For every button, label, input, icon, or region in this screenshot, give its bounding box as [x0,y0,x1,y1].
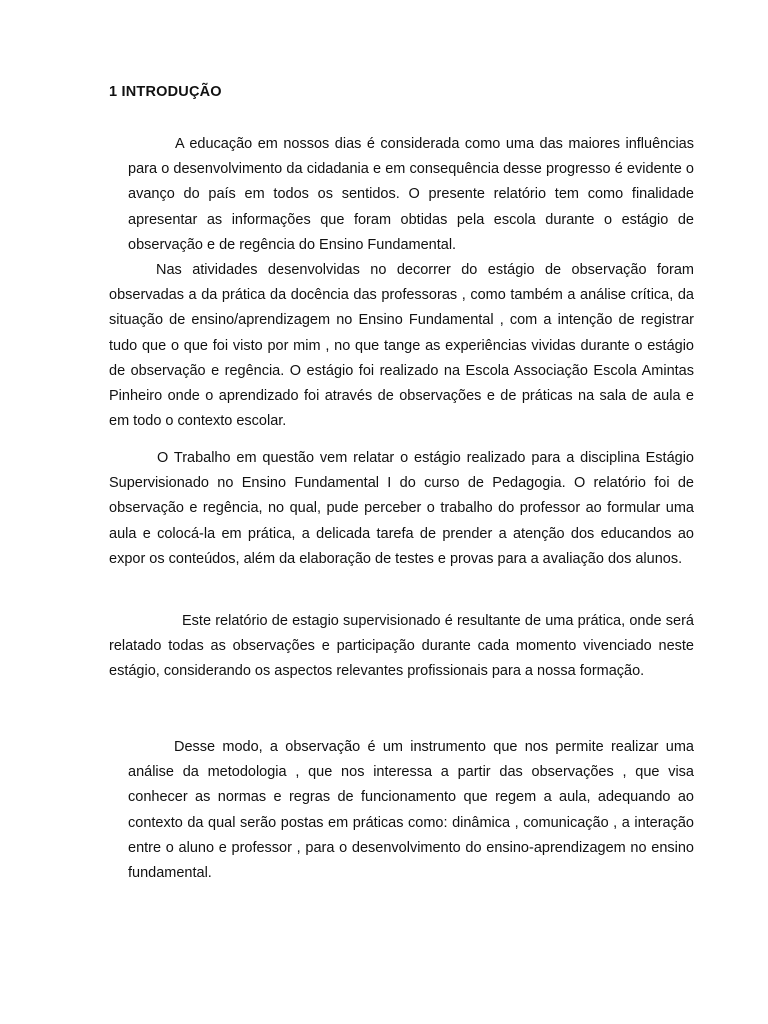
paragraph-activities: Nas atividades desenvolvidas no decorrer do estágio de observação foram observadas a da prática da docência das professoras , como também a análise crítica, da situação de ensino/aprendizagem no Ensino Fundamental , com a intenção de registrar tudo que o que foi visto por mim , no que tange as experiências vividas durante o estágio de observação e regência. O estágio foi realizado na Escola Associação Escola Amintas Pinheiro onde o aprendizado foi através de observações e de práticas na sala de aula e em todo o contexto escolar. [109,262,694,430]
paragraph-introduction: A educação em nossos dias é considerada como uma das maiores influências para o desenvolvimento da cidadania e em consequência desse progresso é evidente o avanço do país em todos os sentidos. O presente relatório tem como finalidade apresentar as informações que foram obtidas pela escola durante o estágio de observação e de regência do Ensino Fundamental. [128,136,694,253]
section-heading: 1 INTRODUÇÃO [109,84,222,100]
paragraph-report-description: Este relatório de estagio supervisionado é resultante de uma prática, onde será relatado todas as observações e participação durante cada momento vivenciado neste estágio, considerando os aspectos relevantes profissionais para a nossa formação. [109,613,694,680]
paragraph-work-purpose: O Trabalho em questão vem relatar o estágio realizado para a disciplina Estágio Supervisionado no Ensino Fundamental I do curso de Pedagogia. O relatório foi de observação e regência, no qual, pude perceber o trabalho do professor ao formular uma aula e colocá-la em prática, a delicada tarefa de prender a atenção dos educandos ao expor os conteúdos, além da elaboração de testes e provas para a avaliação dos alunos. [109,450,694,567]
paragraph-observation-method: Desse modo, a observação é um instrumento que nos permite realizar uma análise da metodologia , que nos interessa a partir das observações , que visa conhecer as normas e regras de funcionamento que regem a aula, adequando ao contexto da qual serão postas em práticas como: dinâmica , comunicação , a interação entre o aluno e professor , para o desenvolvimento do ensino-aprendizagem no ensino fundamental. [128,739,694,882]
